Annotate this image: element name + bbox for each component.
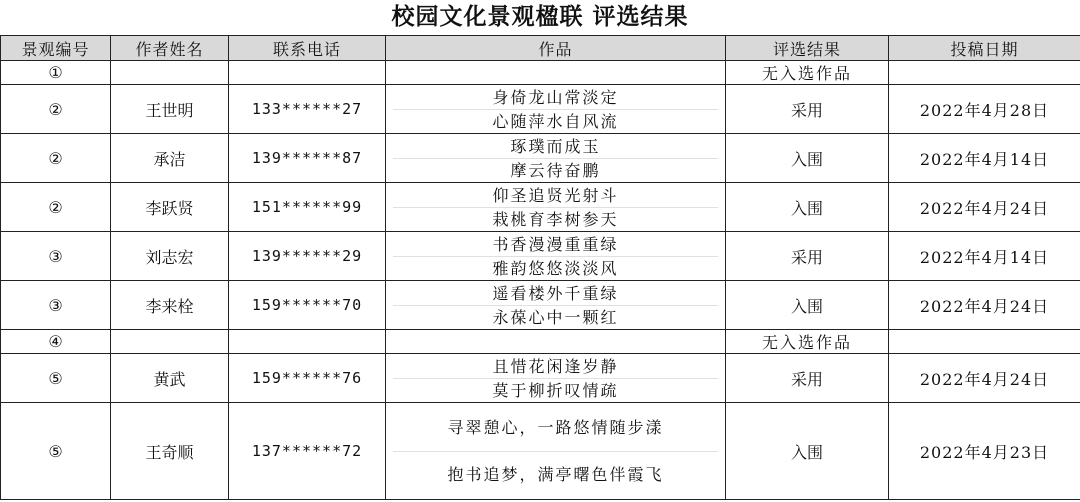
author-name bbox=[111, 330, 229, 354]
couplet-line: 遥看楼外千重绿 bbox=[492, 283, 619, 303]
work bbox=[386, 183, 726, 232]
work bbox=[386, 403, 726, 500]
landscape-id: ⑤ bbox=[1, 403, 111, 500]
header-phone: 联系电话 bbox=[229, 36, 386, 61]
submit-date: 2022年4月24日 bbox=[889, 281, 1080, 330]
result: 入围 bbox=[726, 403, 889, 500]
phone: 133******27 bbox=[229, 85, 386, 134]
work bbox=[386, 354, 726, 403]
result: 采用 bbox=[726, 354, 889, 403]
no-entry-note: 无入选作品 bbox=[726, 330, 889, 354]
phone: 137******72 bbox=[229, 403, 386, 500]
landscape-id: ② bbox=[1, 85, 111, 134]
header-author-name: 作者姓名 bbox=[111, 36, 229, 61]
couplet-line: 寻翠憩心，一路悠情随步漾 bbox=[447, 417, 664, 437]
author-name: 王世明 bbox=[111, 85, 229, 134]
result: 采用 bbox=[726, 232, 889, 281]
table-row bbox=[1, 232, 1080, 281]
work bbox=[386, 330, 726, 354]
header-work: 作品 bbox=[386, 36, 726, 61]
landscape-id: ② bbox=[1, 134, 111, 183]
result: 采用 bbox=[726, 85, 889, 134]
submit-date: 2022年4月14日 bbox=[889, 232, 1080, 281]
header-landscape-id: 景观编号 bbox=[1, 36, 111, 61]
work bbox=[386, 232, 726, 281]
submit-date: 2022年4月23日 bbox=[889, 403, 1080, 500]
submit-date: 2022年4月24日 bbox=[889, 354, 1080, 403]
couplet-line: 书香漫漫重重绿 bbox=[492, 234, 619, 254]
phone: 159******76 bbox=[229, 354, 386, 403]
results-table bbox=[0, 35, 1080, 500]
work bbox=[386, 61, 726, 85]
author-name: 李来栓 bbox=[111, 281, 229, 330]
author-name: 王奇顺 bbox=[111, 403, 229, 500]
table-row bbox=[1, 85, 1080, 134]
landscape-id: ① bbox=[1, 61, 111, 85]
couplet-line: 且惜花闲逢岁静 bbox=[492, 356, 619, 376]
author-name: 刘志宏 bbox=[111, 232, 229, 281]
phone bbox=[229, 61, 386, 85]
submit-date bbox=[889, 61, 1080, 85]
result: 入围 bbox=[726, 281, 889, 330]
phone: 159******70 bbox=[229, 281, 386, 330]
landscape-id: ③ bbox=[1, 281, 111, 330]
couplet-line: 身倚龙山常淡定 bbox=[492, 87, 619, 107]
submit-date: 2022年4月28日 bbox=[889, 85, 1080, 134]
author-name: 李跃贤 bbox=[111, 183, 229, 232]
submit-date: 2022年4月14日 bbox=[889, 134, 1080, 183]
header-submit-date: 投稿日期 bbox=[889, 36, 1080, 61]
phone: 139******29 bbox=[229, 232, 386, 281]
table-row bbox=[1, 183, 1080, 232]
table-row bbox=[1, 134, 1080, 183]
couplet-line: 抱书追梦，满亭曙色伴霞飞 bbox=[393, 451, 718, 498]
page-title: 校园文化景观楹联 评选结果 bbox=[391, 4, 689, 30]
phone: 139******87 bbox=[229, 134, 386, 183]
work bbox=[386, 134, 726, 183]
landscape-id: ⑤ bbox=[1, 354, 111, 403]
author-name: 承洁 bbox=[111, 134, 229, 183]
landscape-id: ④ bbox=[1, 330, 111, 354]
landscape-id: ③ bbox=[1, 232, 111, 281]
no-entry-note: 无入选作品 bbox=[726, 61, 889, 85]
table-row bbox=[1, 330, 1080, 354]
table-row bbox=[1, 61, 1080, 85]
couplet-line: 仰圣追贤光射斗 bbox=[492, 185, 619, 205]
phone: 151******99 bbox=[229, 183, 386, 232]
table-row bbox=[1, 403, 1080, 500]
couplet-line: 栽桃育李树参天 bbox=[393, 207, 718, 231]
couplet-line: 摩云待奋鹏 bbox=[393, 158, 718, 182]
result: 入围 bbox=[726, 183, 889, 232]
couplet-line: 永葆心中一颗红 bbox=[393, 305, 718, 329]
couplet-line: 莫于柳折叹情疏 bbox=[393, 378, 718, 402]
submit-date: 2022年4月24日 bbox=[889, 183, 1080, 232]
table-header-row bbox=[1, 36, 1080, 61]
table-row bbox=[1, 354, 1080, 403]
landscape-id: ② bbox=[1, 183, 111, 232]
work bbox=[386, 281, 726, 330]
couplet-line: 琢璞而成玉 bbox=[510, 136, 601, 156]
submit-date bbox=[889, 330, 1080, 354]
couplet-line: 雅韵悠悠淡淡风 bbox=[393, 256, 718, 280]
table-row bbox=[1, 281, 1080, 330]
phone bbox=[229, 330, 386, 354]
author-name: 黄武 bbox=[111, 354, 229, 403]
couplet-line: 心随萍水自风流 bbox=[393, 109, 718, 133]
header-result: 评选结果 bbox=[726, 36, 889, 61]
result: 入围 bbox=[726, 134, 889, 183]
author-name bbox=[111, 61, 229, 85]
work bbox=[386, 85, 726, 134]
